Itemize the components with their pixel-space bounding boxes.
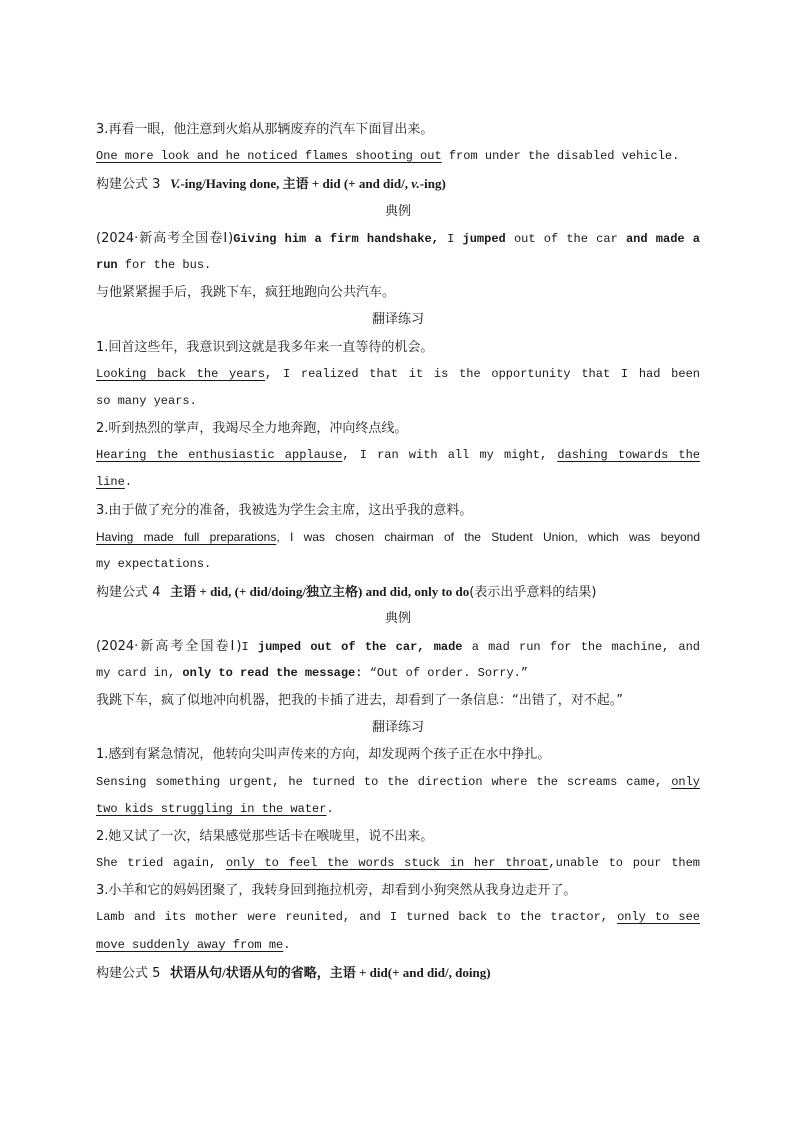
answer-text: , I realized that it is the opportunity that I had been [265, 366, 700, 381]
answer-text: , I ran with all my might, [342, 448, 558, 463]
formula-part: V. [170, 176, 181, 192]
formula-label: 构建公式 3 [96, 177, 161, 193]
practice-answer-en [96, 361, 700, 388]
example-en-line [96, 252, 700, 279]
answer-underlined: only to see [617, 910, 700, 925]
formula-part: -ing) [419, 176, 446, 192]
example-text: I [241, 639, 258, 654]
answer-text: Sensing something urgent, he turned to the direction where the screams came, [96, 774, 672, 789]
example-bold: only to read the message: [182, 665, 363, 680]
practice-answer-en: so many years. [96, 393, 197, 408]
example-cn: 我跳下车，疯了似地冲向机器，把我的卡插了进去，却看到了一条信息：“出错了，对不起。” [96, 692, 623, 708]
answer-underlined: move suddenly away from me [96, 937, 284, 952]
answer-underlined: Looking back the years [96, 366, 266, 381]
example-bold: and made a [625, 231, 700, 246]
example-text: out of the car [505, 231, 626, 246]
practice-question-cn: 2.她又试了一次，结果感觉那些话卡在喉咙里，说不出来。 [96, 828, 434, 844]
practice-heading: 翻译练习 [371, 312, 424, 328]
practice-question-cn: 3.再看一眼，他注意到火焰从那辆废弃的汽车下面冒出来。 [96, 122, 434, 137]
practice-answer-en [96, 143, 700, 170]
example-source: (2024·新高考全国卷Ⅰ) [96, 638, 242, 654]
example-cn: 与他紧紧握手后，我跳下车，疯狂地跑向公共汽车。 [96, 285, 396, 301]
example-text: “Out of order. Sorry.” [362, 665, 529, 680]
practice-question-cn: 1.感到有紧急情况，他转向尖叫声传来的方向，却发现两个孩子正在水中挣扎。 [96, 747, 551, 763]
practice-answer-en [96, 904, 700, 931]
practice-answer-en [96, 796, 700, 823]
formula-label: 构建公式 4 [96, 585, 161, 601]
example-en-line [96, 660, 700, 687]
formula-part: v. [411, 176, 420, 192]
practice-answer-en [96, 850, 700, 877]
practice-answer-en [96, 442, 700, 469]
answer-text: She tried again, [96, 856, 226, 871]
example-bold: jumped out of the car, made [257, 639, 463, 654]
answer-underlined: only [671, 774, 700, 789]
example-en-line [96, 225, 700, 252]
example-text: I [438, 231, 463, 246]
example-en-line [96, 633, 700, 660]
example-text: a mad run for the machine, and [462, 639, 700, 654]
practice-question-cn: 1.回首这些年，我意识到这就是我多年来一直等待的机会。 [96, 339, 434, 355]
answer-text: . [283, 937, 291, 952]
practice-question-cn: 3.由于做了充分的准备，我被选为学生会主席，这出乎我的意料。 [96, 502, 473, 518]
practice-question-cn: 2.听到热烈的掌声，我竭尽全力地奔跑，冲向终点线。 [96, 421, 408, 437]
example-heading: 典例 [384, 203, 411, 219]
practice-heading: 翻译练习 [371, 720, 424, 736]
answer-underlined: line [96, 475, 125, 490]
answer-underlined: Hearing the enthusiastic applause [96, 448, 343, 463]
formula-4 [96, 578, 700, 605]
answer-text: , I was chosen chairman of the Student Union, which was beyond [276, 529, 700, 544]
answer-underlined: dashing towards the [557, 448, 700, 463]
example-text: my card in, [96, 665, 183, 680]
formula-body: 状语从句/状语从句的省略，主语 + did(+ and did/, doing) [170, 964, 491, 980]
practice-question-cn: 3.小羊和它的妈妈团聚了，我转身回到拖拉机旁，却看到小狗突然从我身边走开了。 [96, 883, 577, 899]
answer-text: Lamb and its mother were reunited, and I turned back to the tractor, [96, 910, 618, 925]
example-bold: jumped [462, 231, 506, 246]
answer-underlined: two kids struggling in the water [96, 801, 327, 816]
answer-underlined: One more look and he noticed flames shooting out [96, 149, 442, 164]
example-text: for the bus. [117, 257, 212, 272]
practice-answer-en [96, 769, 700, 796]
formula-5 [96, 959, 700, 986]
answer-underlined: Having made full preparations [96, 529, 277, 544]
example-heading: 典例 [384, 611, 411, 627]
practice-answer-en: my expectations. [96, 557, 212, 571]
example-bold: run [96, 257, 118, 272]
answer-underlined: only to feel the words stuck in her throat [225, 856, 549, 871]
answer-text: ,unable to pour them [548, 856, 700, 871]
practice-answer-en [96, 932, 700, 959]
example-source: (2024·新高考全国卷Ⅰ) [96, 230, 234, 246]
practice-answer-en [96, 524, 700, 551]
formula-body: 主语 + did, (+ did/doing/独立主格) and did, only to do [170, 584, 470, 600]
formula-part: -ing/Having done, 主语 + did (+ and did/, [180, 176, 412, 192]
answer-text: from under the disabled vehicle. [441, 149, 680, 164]
practice-answer-en [96, 469, 700, 496]
answer-text: . [326, 801, 334, 816]
formula-note: (表示出乎意料的结果) [469, 585, 597, 601]
example-bold: Giving him a firm handshake, [233, 231, 439, 246]
formula-3 [96, 170, 700, 197]
document-page [96, 116, 700, 986]
formula-body [170, 176, 446, 191]
answer-text: . [124, 475, 133, 490]
formula-label: 构建公式 5 [96, 965, 161, 981]
